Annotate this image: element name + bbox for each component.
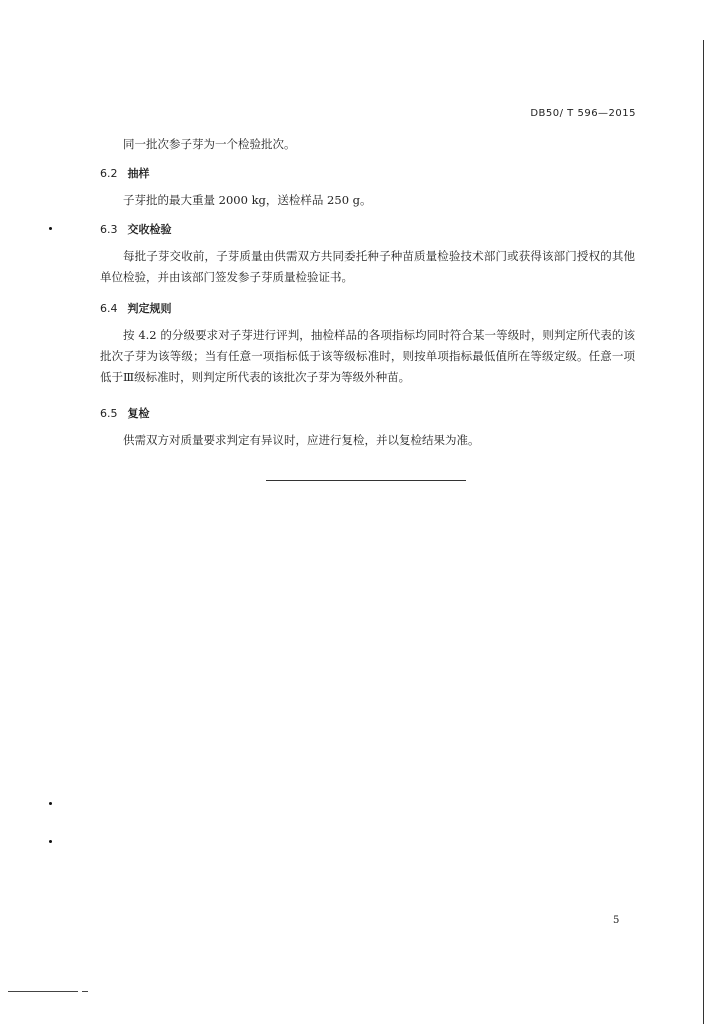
heading-6-4: [100, 300, 172, 316]
heading-title: 判定规则: [127, 302, 172, 315]
heading-number: 6.2: [100, 167, 118, 180]
page-edge-rule: [703, 40, 704, 1024]
heading-title: 交收检验: [127, 223, 172, 236]
heading-number: 6.5: [100, 407, 118, 420]
paragraph-recheck: 供需双方对质量要求判定有异议时，应进行复检，并以复检结果为准。: [123, 433, 480, 447]
paragraph-batch: 同一批次参子芽为一个检验批次。: [123, 137, 296, 151]
margin-dot-mark: [49, 802, 52, 805]
scan-edge-mark: [8, 991, 78, 992]
heading-number: 6.4: [100, 302, 118, 315]
heading-title: 复检: [127, 407, 150, 420]
heading-6-3: [100, 221, 172, 237]
end-of-text-rule: [266, 480, 466, 481]
heading-title: 抽样: [127, 167, 150, 180]
scan-edge-mark: [82, 991, 88, 992]
margin-dot-mark: [49, 840, 52, 843]
paragraph-sampling: 子芽批的最大重量 2000 kg，送检样品 250 g。: [123, 193, 372, 207]
page-number: 5: [613, 915, 620, 926]
margin-dot-mark: [49, 227, 52, 230]
paragraph-acceptance: 每批子芽交收前，子芽质量由供需双方共同委托种子种苗质量检验技术部门或获得该部门授权的其他单位检验，并由该部门签发参子芽质量检验证书。: [100, 249, 635, 284]
heading-number: 6.3: [100, 223, 118, 236]
paragraph-judgment: 按 4.2 的分级要求对子芽进行评判，抽检样品的各项指标均同时符合某一等级时，则判定所代表的该批次子芽为该等级；当有任意一项指标低于该等级标准时，则按单项指标最低值所在等级定级。任意一项低于Ⅲ级标准时，则判定所代表的该批次子芽为等级外种苗。: [100, 328, 635, 384]
heading-6-5: [100, 405, 150, 421]
document-code: DB50/ T 596—2015: [530, 108, 636, 119]
heading-6-2: [100, 165, 150, 181]
